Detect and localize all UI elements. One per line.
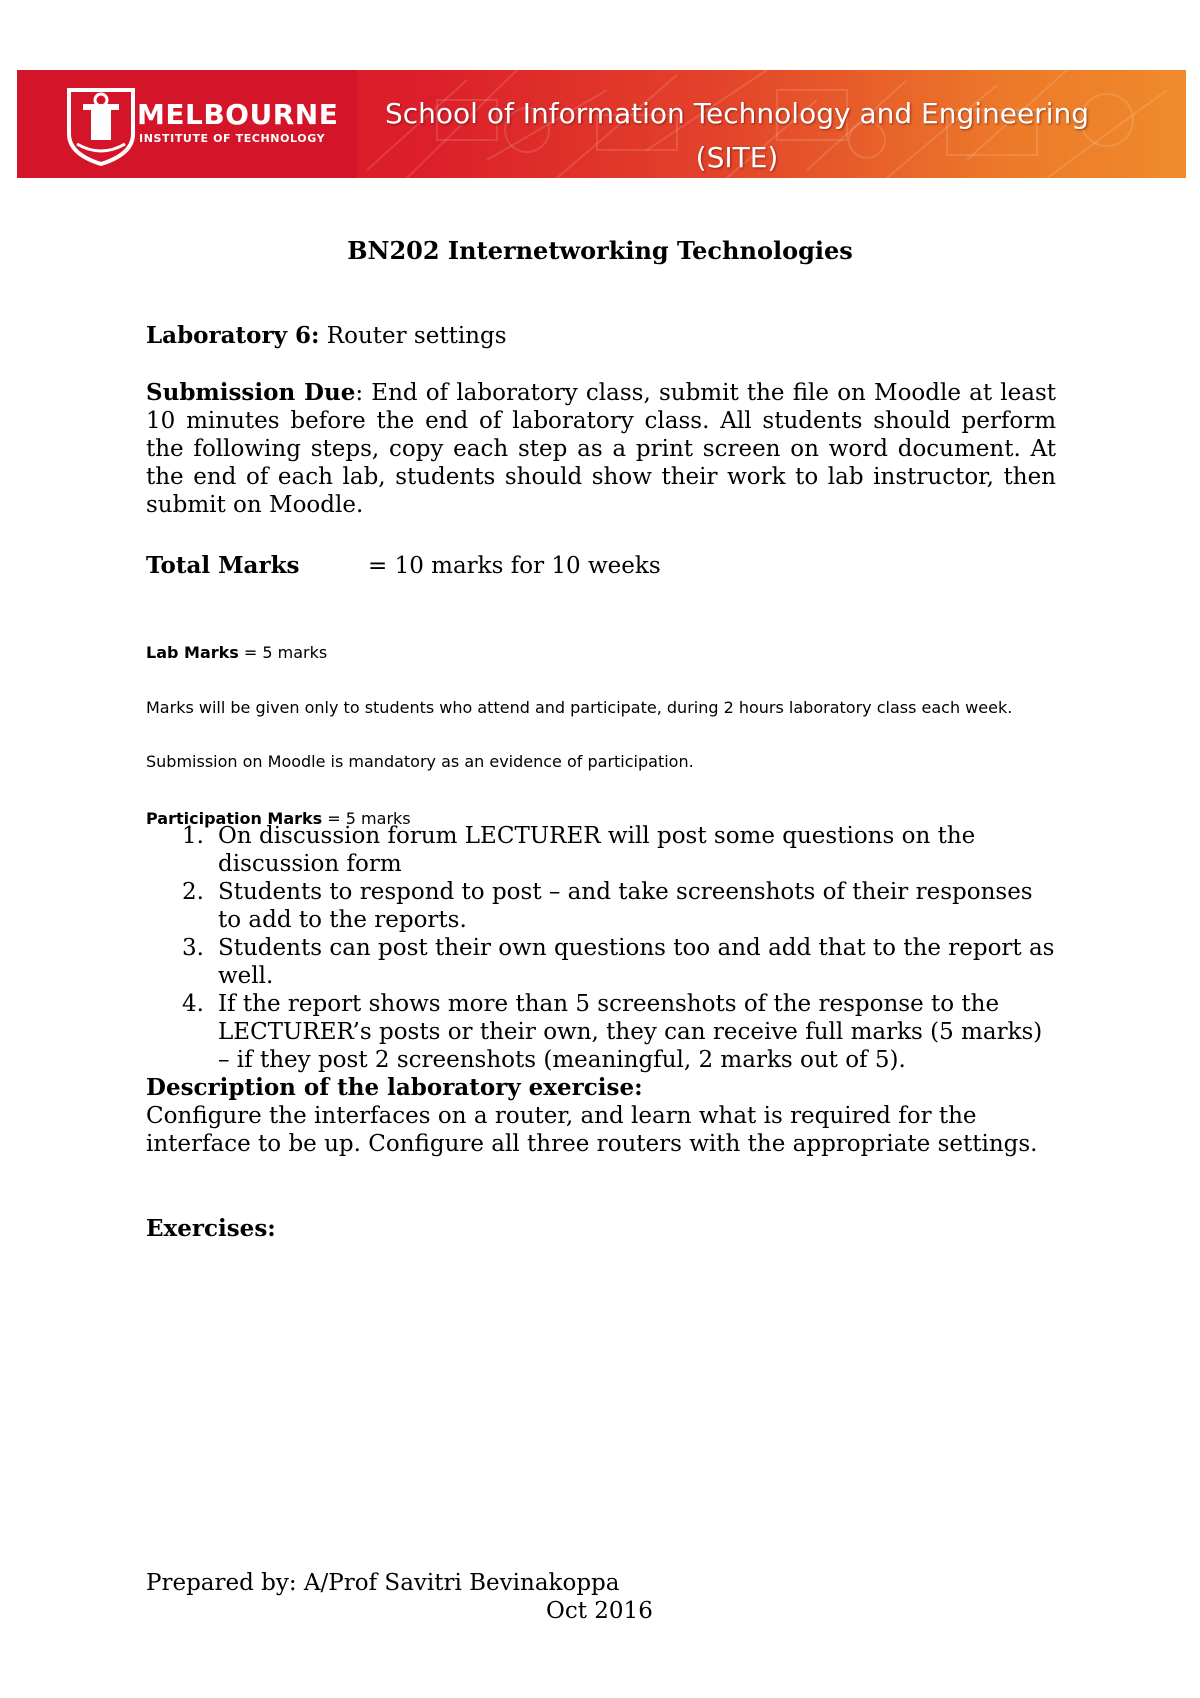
list-item-number: 2.	[182, 879, 204, 905]
list-item	[182, 822, 1056, 878]
submission-paragraph	[146, 379, 1056, 519]
total-marks-value: = 10 marks for 10 weeks	[368, 553, 661, 579]
prepared-by: Prepared by: A/Prof Savitri Bevinakoppa	[146, 1570, 620, 1596]
participation-task-list	[146, 822, 1056, 1074]
description-text: Configure the interfaces on a router, and learn what is required for the interface to be up. Configure all three routers with the appropriate settings.	[146, 1103, 1038, 1157]
header-banner	[17, 70, 1186, 178]
list-item	[182, 990, 1056, 1074]
institute-name: MELBOURNE	[137, 98, 339, 131]
list-item-text: If the report shows more than 5 screenshots of the response to the LECTURER’s posts or their own, they can receive full marks (5 marks) – if they post 2 screenshots (meaningful, 2 marks out of 5).	[218, 991, 1043, 1073]
total-marks-line	[146, 552, 1056, 580]
institute-logo	[61, 84, 141, 166]
list-item-number: 3.	[182, 935, 204, 961]
participation-marks-label: Participation Marks	[146, 809, 323, 828]
lab-marks-value: = 5 marks	[238, 643, 328, 662]
submission-text: : End of laboratory class, submit the file on Moodle at least 10 minutes before the end of laboratory class. All students should perform the following steps, copy each step as a print screen on word document. At the end of each lab, students should show their work to lab instructor, then submit on Moodle.	[146, 380, 1056, 518]
exercises-heading: Exercises:	[146, 1215, 276, 1242]
school-title-line1: School of Information Technology and Engineering	[384, 97, 1090, 130]
list-item	[182, 878, 1056, 934]
lab-marks-label: Lab Marks	[146, 643, 239, 662]
lab-title: Router settings	[319, 323, 507, 349]
lab-label: Laboratory 6:	[146, 322, 320, 349]
description-heading: Description of the laboratory exercise:	[146, 1074, 643, 1101]
list-item-text: Students can post their own questions too and add that to the report as well.	[218, 935, 1055, 989]
lab-line	[146, 322, 1056, 350]
lab-marks-line	[146, 639, 1056, 666]
list-item-number: 4.	[182, 991, 204, 1017]
list-item-number: 1.	[182, 823, 204, 849]
institute-subtitle: INSTITUTE OF TECHNOLOGY	[139, 132, 326, 145]
participation-marks-value: = 5 marks	[322, 809, 411, 828]
list-item	[182, 934, 1056, 990]
submission-label: Submission Due	[146, 379, 356, 406]
school-title-line2: (SITE)	[695, 141, 779, 174]
list-item-text: On discussion forum LECTURER will post some questions on the discussion form	[218, 823, 976, 877]
course-title: BN202 Internetworking Technologies	[347, 236, 853, 265]
document-date: Oct 2016	[546, 1598, 653, 1624]
marks-note: Marks will be given only to students who attend and participate, during 2 hours laboratory class each week.	[146, 698, 1013, 717]
total-marks-label: Total Marks	[146, 552, 300, 579]
school-title	[367, 92, 1107, 178]
moodle-note: Submission on Moodle is mandatory as an evidence of participation.	[146, 752, 694, 771]
list-item-text: Students to respond to post – and take screenshots of their responses to add to the reports.	[218, 879, 1033, 933]
